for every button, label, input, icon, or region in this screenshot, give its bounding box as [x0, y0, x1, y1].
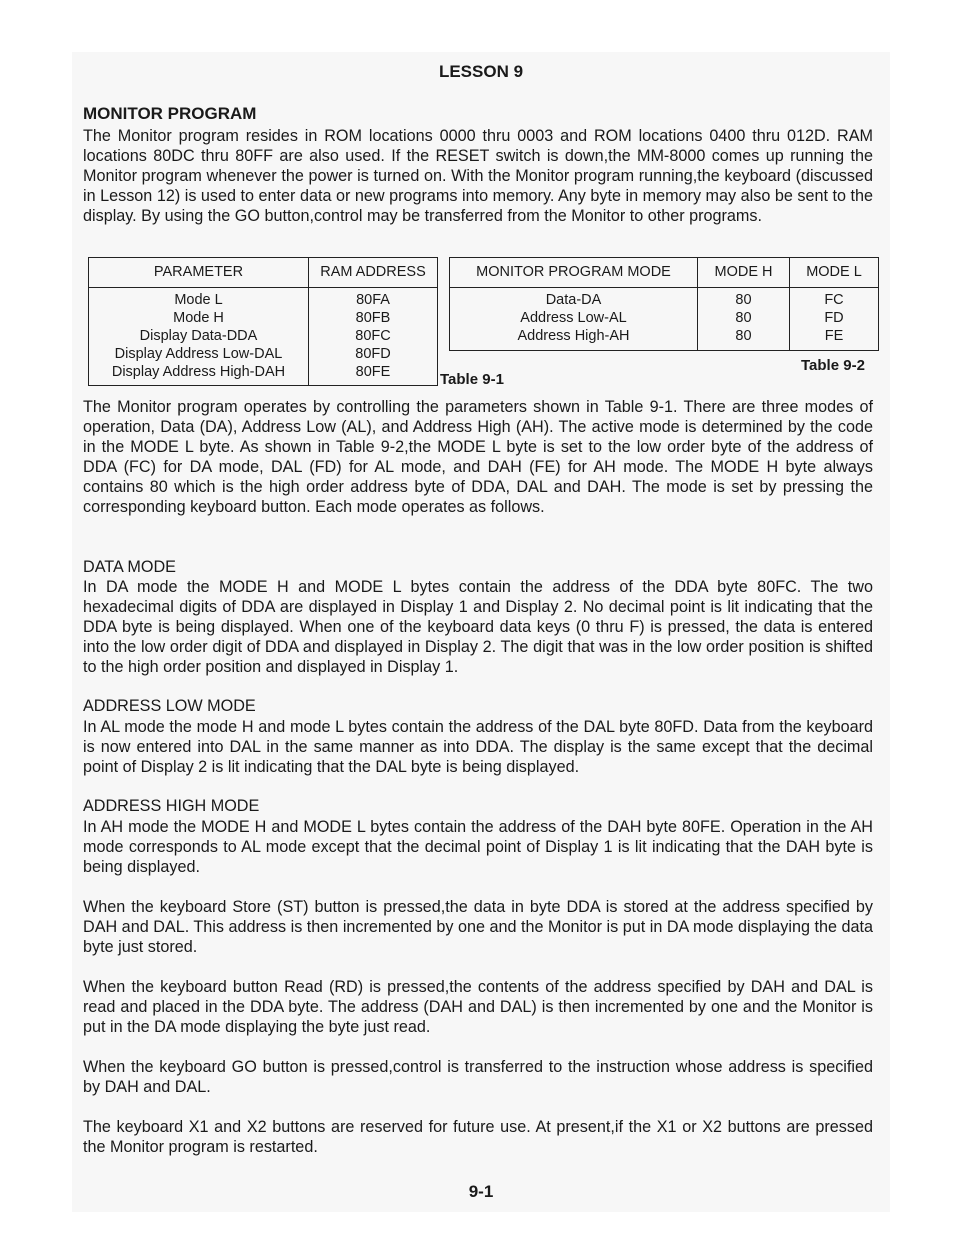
- table2-cell: 80: [735, 292, 752, 308]
- table2-cell: 80: [735, 328, 752, 344]
- address-low-mode-heading: ADDRESS LOW MODE: [83, 697, 256, 715]
- intro-paragraph: The Monitor program resides in ROM locations 0000 thru 0003 and ROM locations 0400 thru 012D. RAM locations 80DC thru 80FF are also used. If the RESET switch is down,the MM-8000 comes up running the Monitor program whenever the power is turned on. With the Monitor program running,the keyboard (discussed in Lesson 12) is used to enter data or new programs into memory. Any byte in memory may also be sent to the display. By using the GO button,control may be transferred from the Monitor to other programs.: [83, 127, 873, 226]
- lesson-title: LESSON 9: [438, 62, 524, 81]
- table2-cell: Address Low-AL: [520, 310, 627, 326]
- table1-cell: Display Address High-DAH: [111, 364, 286, 380]
- table2-cell: 80: [735, 310, 752, 326]
- table-9-2-caption: Table 9-2: [801, 357, 865, 374]
- go-paragraph: When the keyboard GO button is pressed,control is transferred to the instruction whose address is specified by DAH and DAL.: [83, 1058, 873, 1097]
- table1-cell: 80FE: [355, 364, 391, 380]
- table1-cell: Mode H: [173, 310, 224, 326]
- table2-cell: FE: [824, 328, 844, 344]
- document-page: [72, 52, 890, 1212]
- x-buttons-paragraph: The keyboard X1 and X2 buttons are reserved for future use. At present,if the X1 or X2 buttons are pressed the Monitor program is restarted.: [83, 1118, 873, 1157]
- table2-header-mode-l: MODE L: [806, 264, 862, 280]
- section-title: MONITOR PROGRAM: [83, 104, 257, 123]
- table1-cell: Mode L: [174, 292, 223, 308]
- table2-cell: FD: [824, 310, 844, 326]
- table-9-1-caption: Table 9-1: [440, 371, 504, 388]
- table1-cell: 80FA: [356, 292, 390, 308]
- data-mode-heading: DATA MODE: [83, 558, 176, 576]
- store-paragraph: When the keyboard Store (ST) button is pressed,the data in byte DDA is stored at the address specified by DAH and DAL. This address is then incremented by one and the Monitor is put in DA mode displaying the data byte just stored.: [83, 898, 873, 957]
- table2-header-mode: MONITOR PROGRAM MODE: [476, 264, 671, 280]
- address-high-mode-paragraph: In AH mode the MODE H and MODE L bytes contain the address of the DAH byte 80FE. Operation in the AH mode corresponds to AL mode except that the decimal point of Display 1 is lit indicating that the DAH byte is being displayed.: [83, 818, 873, 877]
- table1-cell: Display Data-DDA: [139, 328, 258, 344]
- address-low-mode-paragraph: In AL mode the mode H and mode L bytes contain the address of the DAL byte 80FD. Data from the keyboard is now entered into DAL in the same manner as into DDA. The display is the same except that the decimal point of Display 2 is lit indicating that the DAL byte is being displayed.: [83, 718, 873, 777]
- table2-cell: Data-DA: [545, 292, 602, 308]
- table1-header-ram-address: RAM ADDRESS: [320, 264, 426, 280]
- table1-cell: 80FC: [355, 328, 391, 344]
- table2-cell: Address High-AH: [517, 328, 630, 344]
- table1-cell: 80FB: [355, 310, 391, 326]
- read-paragraph: When the keyboard button Read (RD) is pressed,the contents of the address specified by DAH and DAL is read and placed in the DDA byte. The address (DAH and DAL) is then incremented by one and the Monitor is put in the DA mode displaying the byte just read.: [83, 978, 873, 1037]
- data-mode-paragraph: In DA mode the MODE H and MODE L bytes contain the address of the DDA byte 80FC. The two hexadecimal digits of DDA are displayed in Display 1 and Display 2. No decimal point is lit indicating that the DDA byte is being displayed. When one of the keyboard data keys (0 thru F) is pressed, the data is entered into the low order digit of DDA and displayed in Display 2. The digit that was in the low order position is shifted to the high order position and displayed in Display 1.: [83, 578, 873, 677]
- table1-header-parameter: PARAMETER: [153, 264, 244, 280]
- table1-cell: Display Address Low-DAL: [114, 346, 283, 362]
- table2-cell: FC: [824, 292, 844, 308]
- table2-header-mode-h: MODE H: [714, 264, 773, 280]
- table-9-1: [88, 257, 438, 386]
- page-number: 9-1: [468, 1182, 494, 1201]
- table1-cell: 80FD: [355, 346, 391, 362]
- address-high-mode-heading: ADDRESS HIGH MODE: [83, 797, 260, 815]
- table-9-2: [449, 257, 879, 351]
- operation-paragraph: The Monitor program operates by controlling the parameters shown in Table 9-1. There are three modes of operation, Data (DA), Address Low (AL), and Address High (AH). The active mode is determined by the code in the MODE L byte. As shown in Table 9-2,the MODE L byte is set to the low order byte of the address of DDA (FC) for DA mode, DAL (FD) for AL mode, and DAH (FE) for AH mode. The MODE H byte always contains 80 which is the high order address byte of DDA, DAL and DAH. The mode is set by pressing the corresponding keyboard button. Each mode operates as follows.: [83, 398, 873, 517]
